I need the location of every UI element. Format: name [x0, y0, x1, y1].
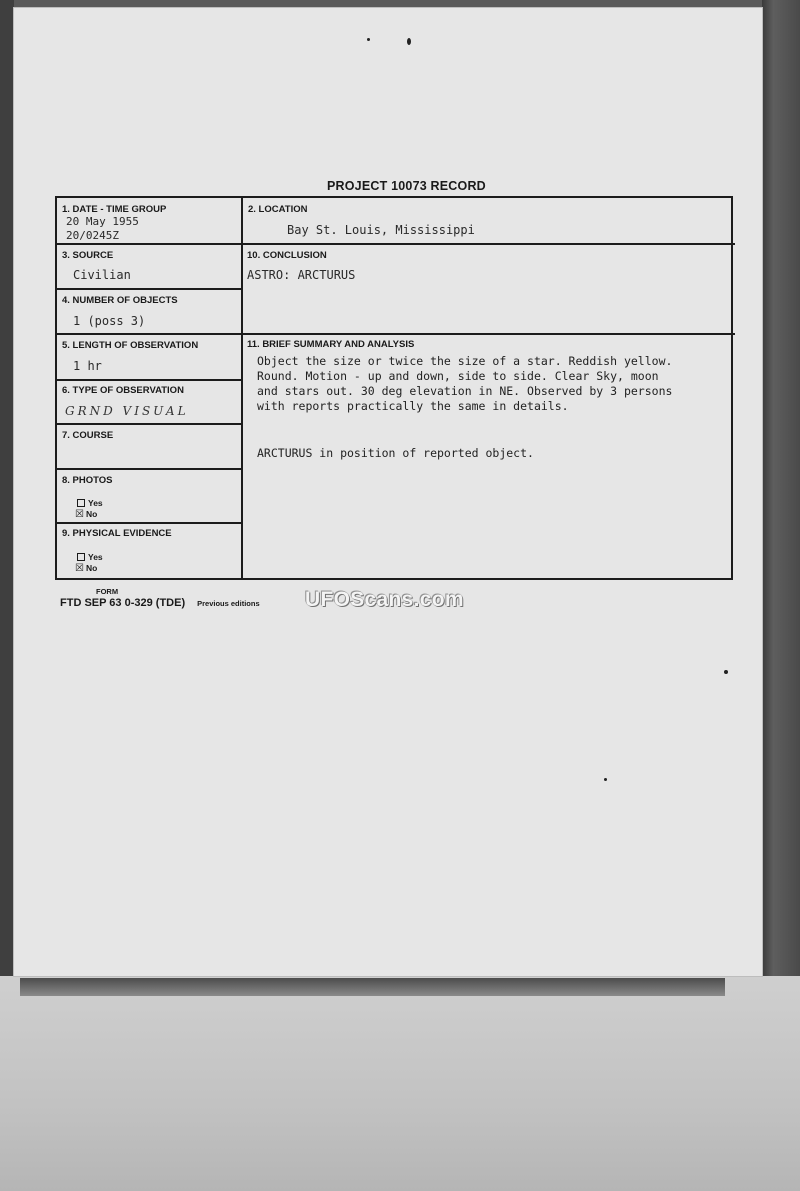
row-divider [57, 243, 241, 245]
physical-evidence-label: 9. PHYSICAL EVIDENCE [62, 528, 172, 539]
summary-note: ARCTURUS in position of reported object. [257, 446, 534, 460]
page-shadow [20, 978, 725, 996]
number-of-objects-label: 4. NUMBER OF OBJECTS [62, 295, 178, 306]
footer-form-number [60, 597, 260, 609]
length-of-observation-label: 5. LENGTH OF OBSERVATION [62, 340, 199, 351]
date-time-label: 1. DATE - TIME GROUP [62, 204, 167, 215]
speck [724, 670, 728, 674]
photos-no-option: ☒ No [75, 509, 98, 520]
source-label: 3. SOURCE [62, 250, 114, 261]
row-divider [57, 333, 241, 335]
physical-evidence-no-option: ☒ No [75, 563, 98, 574]
photos-label: 8. PHOTOS [62, 475, 113, 486]
conclusion-label: 10. CONCLUSION [247, 250, 327, 261]
form-number: FTD SEP 63 0-329 (TDE) [60, 597, 186, 609]
underlying-sheet [0, 976, 800, 1191]
number-of-objects-value: 1 (poss 3) [73, 314, 146, 328]
speck [367, 38, 370, 41]
row-divider [57, 423, 241, 425]
column-divider [241, 198, 243, 578]
footer-form-word: FORM [96, 587, 119, 596]
conclusion-value: ASTRO: ARCTURUS [247, 268, 356, 282]
row-divider [241, 243, 735, 245]
row-divider [241, 333, 735, 335]
row-divider [57, 468, 241, 470]
type-of-observation-label: 6. TYPE OF OBSERVATION [62, 385, 184, 396]
watermark: UFOScans.com [305, 588, 464, 611]
checkbox-checked-icon: ☒ [75, 563, 84, 574]
location-label: 2. LOCATION [248, 204, 308, 215]
summary-text: Object the size or twice the size of a star. Reddish yellow. Round. Motion - up and down, side to side. Clear Sky, moon and stars out. 30 deg elevation in NE. Observed by 3 persons with reports practically the same in details. [257, 354, 673, 413]
location-value: Bay St. Louis, Mississippi [287, 223, 475, 237]
checkbox-empty-icon [77, 553, 85, 561]
row-divider [57, 522, 241, 524]
course-label: 7. COURSE [62, 430, 114, 441]
speck [604, 778, 607, 781]
record-form [55, 196, 733, 580]
scan-right-edge [762, 0, 800, 976]
speck [407, 38, 411, 45]
date-value: 20 May 1955 [66, 215, 139, 228]
row-divider [57, 379, 241, 381]
previous-editions-note: Previous editions [197, 599, 260, 608]
checkbox-checked-icon: ☒ [75, 509, 84, 520]
length-of-observation-value: 1 hr [73, 359, 102, 373]
summary-label: 11. BRIEF SUMMARY AND ANALYSIS [247, 339, 415, 350]
scan-left-edge [0, 0, 14, 976]
form-title: PROJECT 10073 RECORD [327, 179, 486, 193]
row-divider [57, 288, 241, 290]
physical-evidence-yes-option: Yes [77, 552, 103, 562]
time-value: 20/0245Z [66, 229, 119, 242]
photos-yes-option: Yes [77, 498, 103, 508]
type-of-observation-value: GRND VISUAL [65, 404, 189, 418]
checkbox-empty-icon [77, 499, 85, 507]
source-value: Civilian [73, 268, 131, 282]
